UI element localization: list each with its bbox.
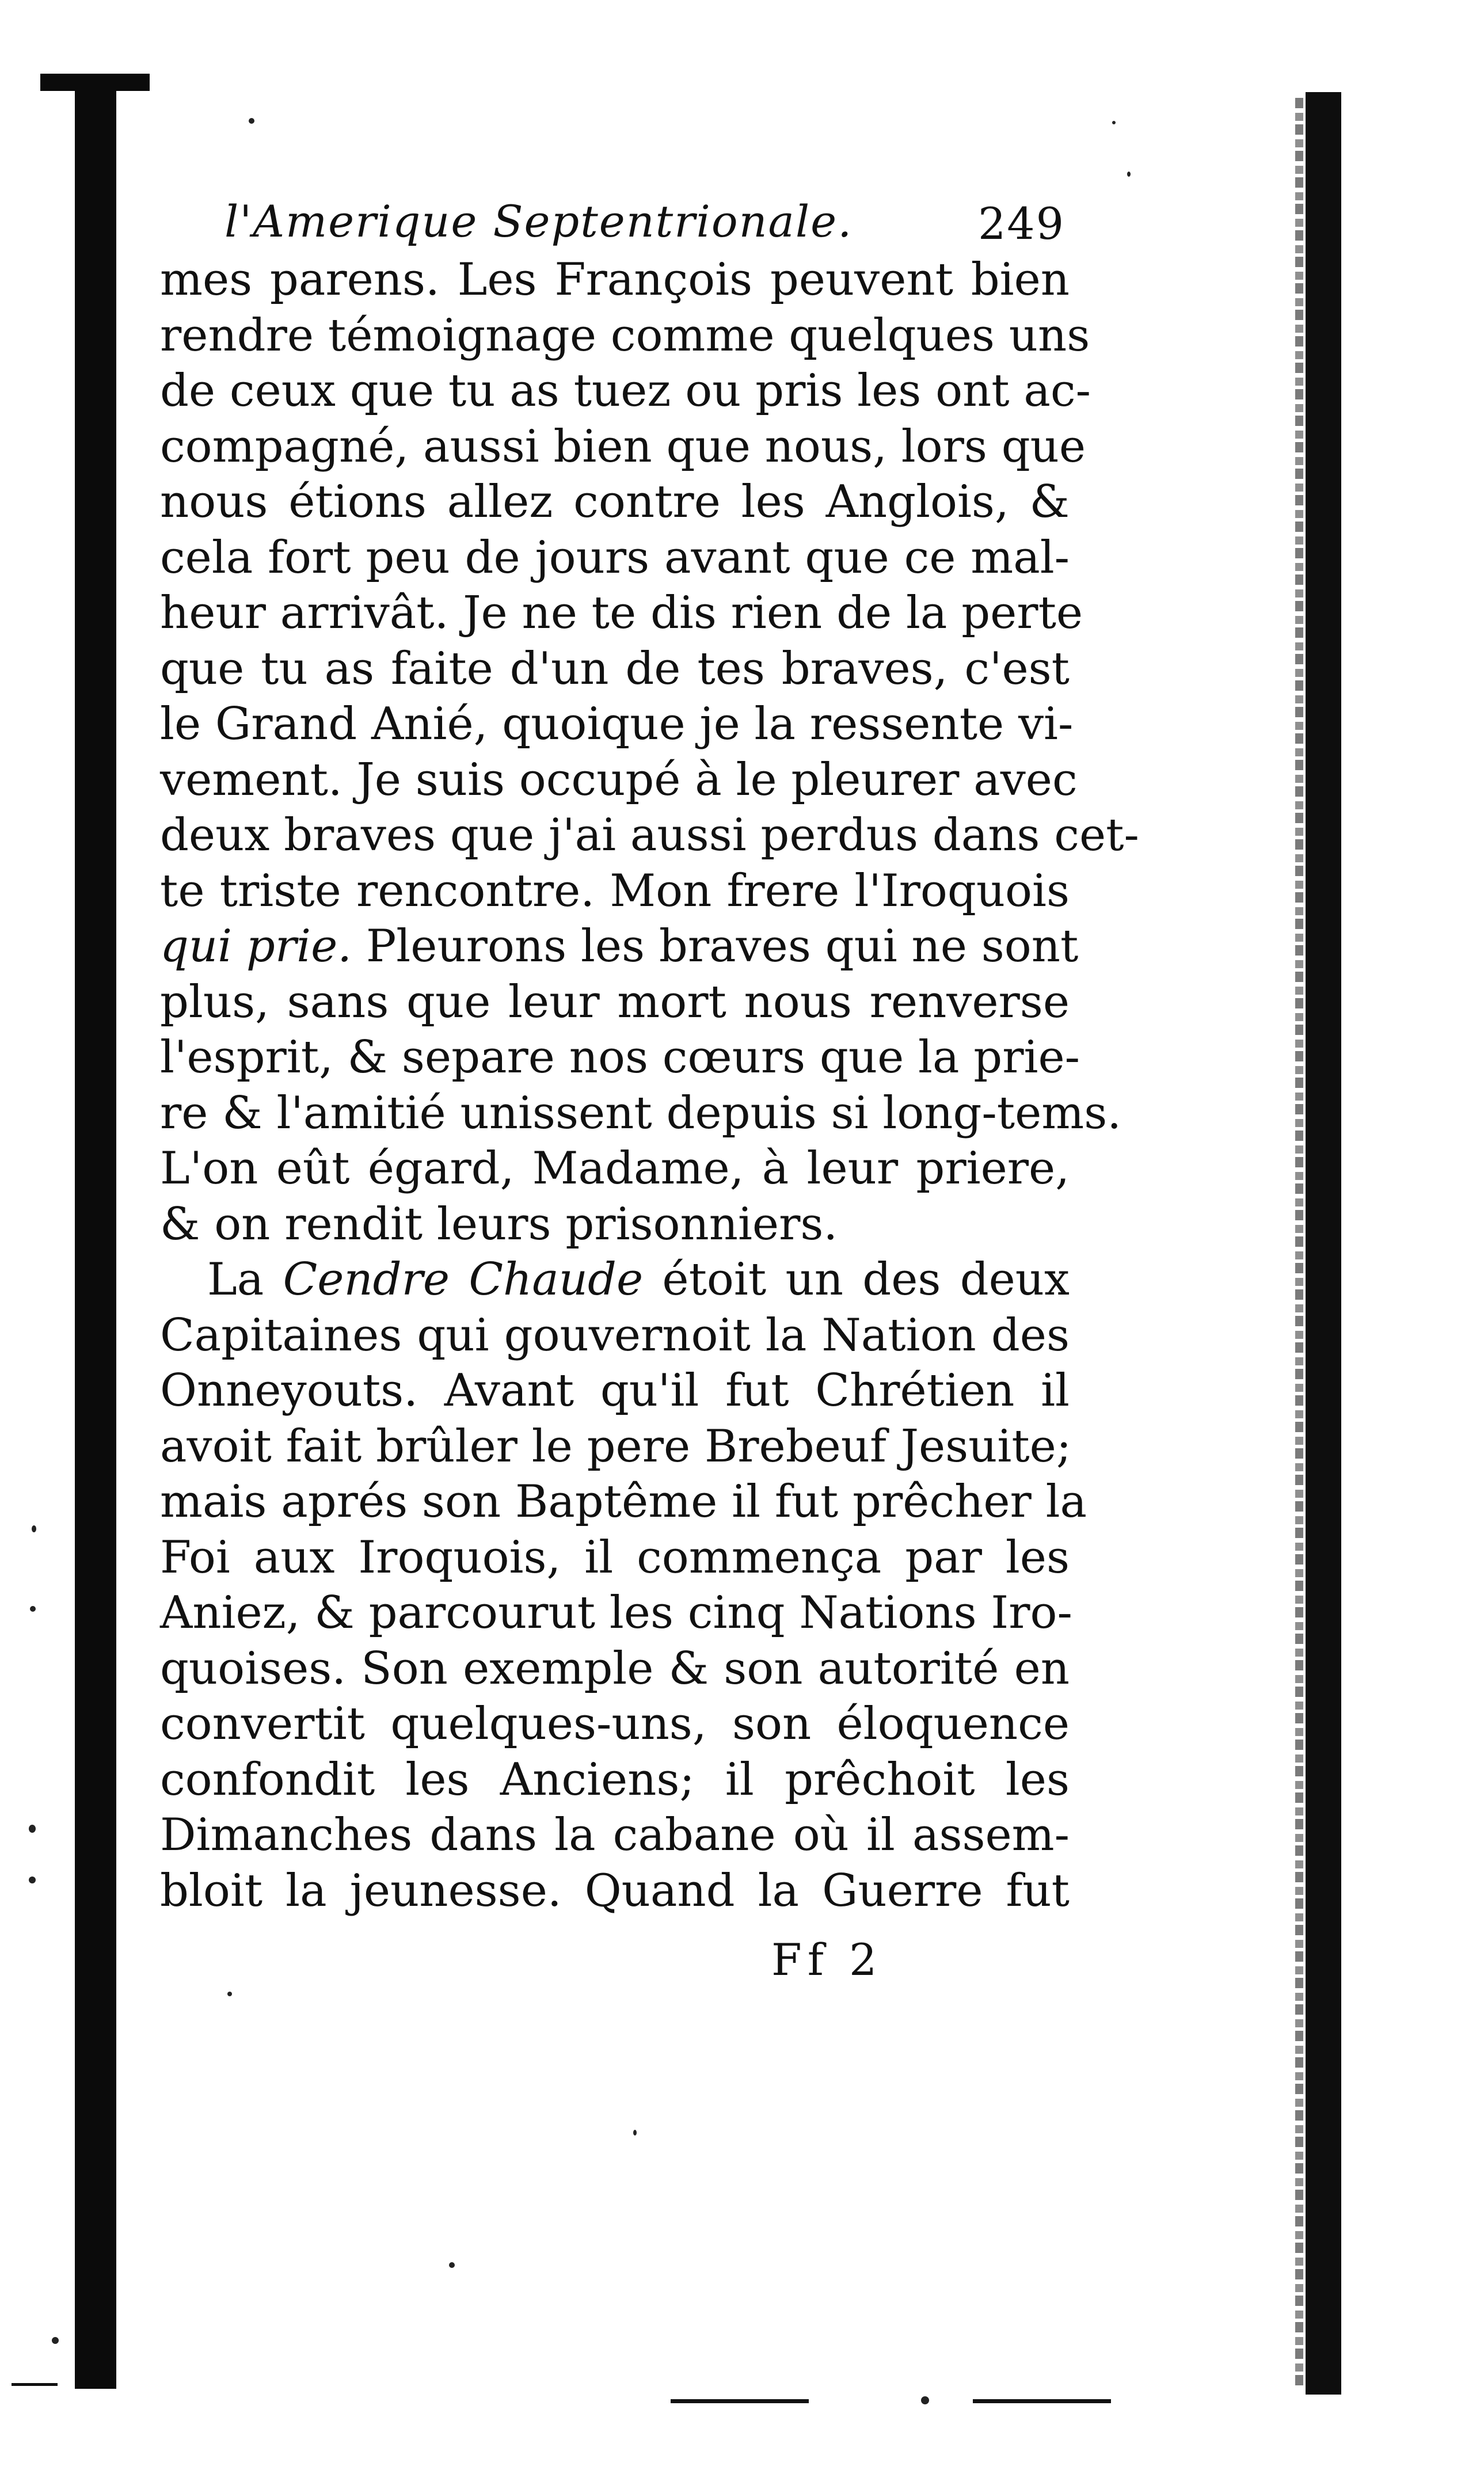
text-segment: La [207,1254,283,1305]
text-segment: Foi aux Iroquois, il commença par les [160,1531,1070,1584]
text-segment: vement. Je suis occupé à le pleurer avec [160,753,1078,806]
text-line [160,1585,1070,1641]
body-text [160,252,1139,1919]
text-segment: cela fort peu de jours avant que ce mal- [160,531,1070,584]
text-line [160,1863,1070,1919]
text-line [160,363,1091,419]
text-segment: Onneyouts. Avant qu'il fut Chrétien il [160,1365,1070,1417]
text-line [160,1141,1070,1197]
italic-text: qui prie. [160,920,352,972]
text-segment: mais aprés son Baptême il fut prêcher la [160,1476,1087,1528]
text-segment: confondit les Anciens; il prêchoit les [160,1753,1070,1806]
text-line [160,1086,1122,1141]
text-segment: Aniez, & parcourut les cinq Nations Iro- [160,1587,1072,1639]
scan-speck [227,1992,232,1996]
scan-speck [32,1525,36,1532]
text-line [160,919,1079,975]
text-line [160,863,1070,919]
text-line [160,308,1090,364]
text-line [160,808,1139,863]
text-line [160,1641,1070,1697]
text-line [160,641,1070,697]
scan-speck [29,1877,36,1883]
text-line [160,1308,1070,1364]
text-line [160,1696,1070,1752]
page-binding-left [75,75,116,2389]
text-line [160,585,1083,641]
text-line [160,752,1078,808]
text-segment: plus, sans que leur mort nous renverse [160,976,1070,1028]
scan-speck [249,118,254,124]
scan-speck [30,1606,36,1612]
scan-speck [52,2337,59,2344]
text-segment: Dimanches dans la cabane où il assem- [160,1809,1070,1861]
text-line [160,530,1070,586]
text-segment: & on rendit leurs prisonniers. [160,1198,838,1250]
text-segment: heur arrivât. Je ne te dis rien de la perte [160,587,1083,639]
text-line [160,1419,1070,1475]
text-line [160,1807,1070,1863]
page-binding-right [1306,92,1341,2395]
text-line [160,1752,1070,1808]
text-segment: que tu as faite d'un de tes braves, c'est [160,642,1070,695]
text-line [160,1474,1087,1530]
text-segment: te triste rencontre. Mon frere l'Iroquois [160,865,1070,917]
text-line [160,474,1070,530]
text-segment: Pleurons les braves qui ne sont [352,920,1079,972]
page-edge-texture [1295,98,1303,2389]
text-segment: compagné, aussi bien que nous, lors que [160,420,1086,473]
scan-dash [671,2399,809,2403]
text-line [160,252,1070,308]
scan-speck [29,1825,36,1833]
text-segment: mes parens. Les François peuvent bien [160,254,1070,306]
scan-speck [633,2130,637,2136]
text-segment: avoit fait brûler le pere Brebeuf Jesuite; [160,1420,1072,1472]
scan-speck [921,2396,929,2404]
text-segment: le Grand Anié, quoique je la ressente vi- [160,698,1074,750]
page-number: 249 [977,198,1065,249]
scan-dash [12,2383,58,2386]
signature-mark: Ff 2 [771,1934,883,1985]
scan-speck [449,2262,455,2268]
text-line [160,1030,1080,1086]
italic-text: Cendre Chaude [283,1254,644,1305]
text-line [160,1363,1070,1419]
text-line [160,1197,1070,1253]
running-title: l'Amerique Septentrionale. [224,196,853,247]
page-header [155,184,1065,259]
text-segment: rendre témoignage comme quelques uns [160,309,1090,361]
text-line [160,696,1074,752]
scan-speck [1127,172,1131,177]
text-segment: nous étions allez contre les Anglois, & [160,476,1070,528]
text-segment: étoit un des deux [643,1254,1070,1305]
text-segment: deux braves que j'ai aussi perdus dans cet- [160,809,1139,861]
text-segment: Capitaines qui gouvernoit la Nation des [160,1309,1070,1361]
text-segment: quoises. Son exemple & son autorité en [160,1642,1070,1695]
text-line [160,975,1070,1030]
text-segment: convertit quelques-uns, son éloquence [160,1698,1070,1750]
text-segment: de ceux que tu as tuez ou pris les ont ac- [160,365,1091,417]
text-segment: l'esprit, & separe nos cœurs que la prie- [160,1032,1080,1083]
scan-speck [1112,121,1116,124]
text-segment: bloit la jeunesse. Quand la Guerre fut [160,1864,1070,1917]
text-segment: re & l'amitié unissent depuis si long-tems. [160,1087,1122,1139]
text-segment: L'on eût égard, Madame, à leur priere, [160,1143,1070,1194]
text-line [160,1252,1070,1308]
scan-dash [973,2399,1111,2403]
text-line [160,1530,1070,1586]
text-line [160,419,1086,475]
